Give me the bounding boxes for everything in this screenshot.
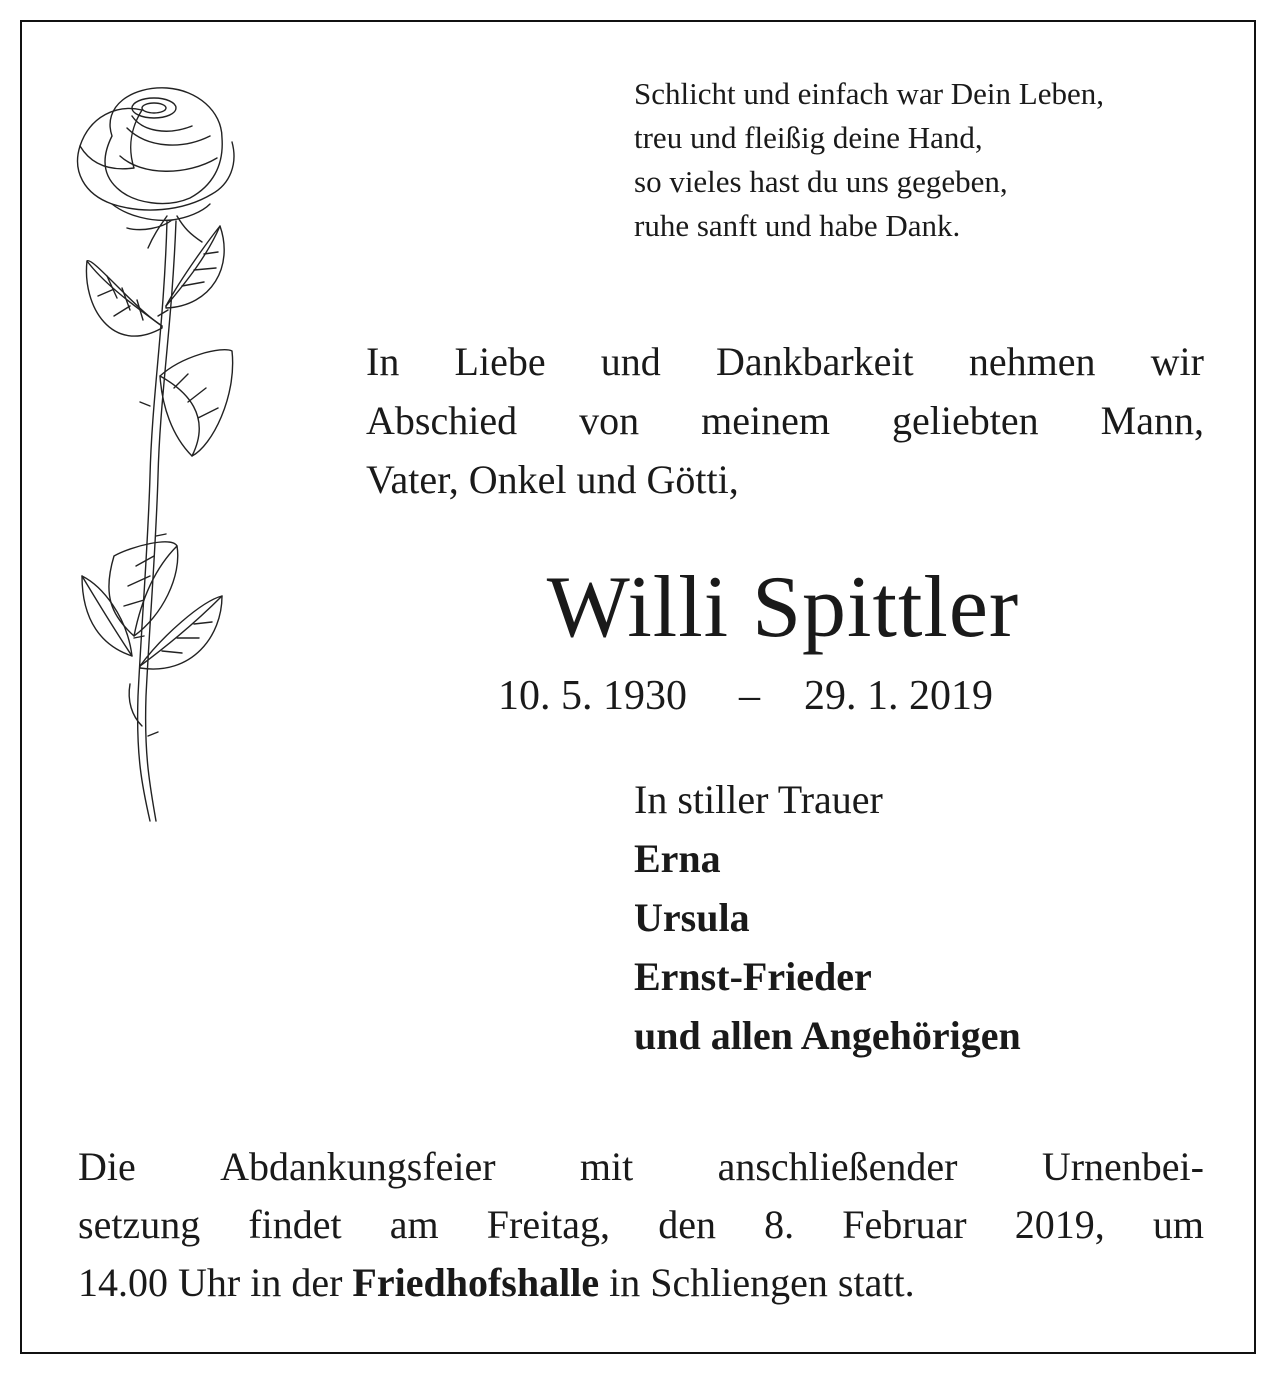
- ceremony-place: in Schliengen statt.: [599, 1260, 915, 1305]
- life-dates: [498, 668, 993, 724]
- mourner-name: Ernst-Frieder: [634, 954, 872, 999]
- word: am: [389, 1202, 439, 1247]
- poem: [634, 72, 1104, 248]
- poem-line: Schlicht und einfach war Dein Leben,: [634, 76, 1104, 111]
- ceremony-line-3: [78, 1254, 1204, 1312]
- word: den: [658, 1202, 716, 1247]
- word: und: [600, 339, 661, 384]
- word: setzung: [78, 1202, 201, 1247]
- word: von: [579, 398, 640, 443]
- mourner-name: Ursula: [634, 895, 750, 940]
- mourners-heading: In stiller Trauer: [634, 777, 883, 822]
- poem-line: treu und fleißig deine Hand,: [634, 120, 983, 155]
- word: anschließender: [717, 1144, 958, 1189]
- farewell-line-2: [366, 391, 1204, 450]
- word: meinem: [701, 398, 830, 443]
- death-date: 29. 1. 2019: [804, 673, 993, 719]
- mourner-name: und allen Angehörigen: [634, 1013, 1021, 1058]
- farewell-line-1: [366, 332, 1204, 391]
- rose-illustration: [72, 76, 242, 826]
- mourners: [634, 770, 1021, 1065]
- word: mit: [579, 1144, 634, 1189]
- ceremony-venue: Friedhofshalle: [352, 1260, 600, 1305]
- word: wir: [1150, 339, 1204, 384]
- birth-date: 10. 5. 1930: [498, 673, 687, 719]
- poem-line: so vieles hast du uns gegeben,: [634, 164, 1008, 199]
- word: Urnenbei-: [1041, 1144, 1204, 1189]
- word: Liebe: [454, 339, 546, 384]
- poem-line: ruhe sanft und habe Dank.: [634, 208, 961, 243]
- ceremony-time: 14.00 Uhr in der: [78, 1260, 353, 1305]
- word: Mann,: [1100, 398, 1204, 443]
- word: Dankbarkeit: [715, 339, 914, 384]
- word: findet: [248, 1202, 342, 1247]
- word: geliebten: [892, 398, 1039, 443]
- word: nehmen: [968, 339, 1096, 384]
- word: Abschied: [366, 398, 518, 443]
- word: 2019,: [1014, 1202, 1105, 1247]
- farewell-text: [366, 332, 1204, 509]
- word: 8.: [764, 1202, 795, 1247]
- farewell-line-3: Vater, Onkel und Götti,: [366, 457, 739, 502]
- deceased-name: Willi Spittler: [546, 559, 1020, 656]
- mourner-name: Erna: [634, 836, 721, 881]
- ceremony-line-2: [78, 1196, 1204, 1254]
- ceremony-line-1: [78, 1138, 1204, 1196]
- ceremony-notice: [78, 1138, 1204, 1312]
- word: In: [366, 339, 400, 384]
- word: um: [1152, 1202, 1204, 1247]
- word: Februar: [842, 1202, 967, 1247]
- word: Freitag,: [486, 1202, 611, 1247]
- date-separator: –: [739, 673, 760, 719]
- word: Die: [78, 1144, 136, 1189]
- word: Abdankungsfeier: [220, 1144, 496, 1189]
